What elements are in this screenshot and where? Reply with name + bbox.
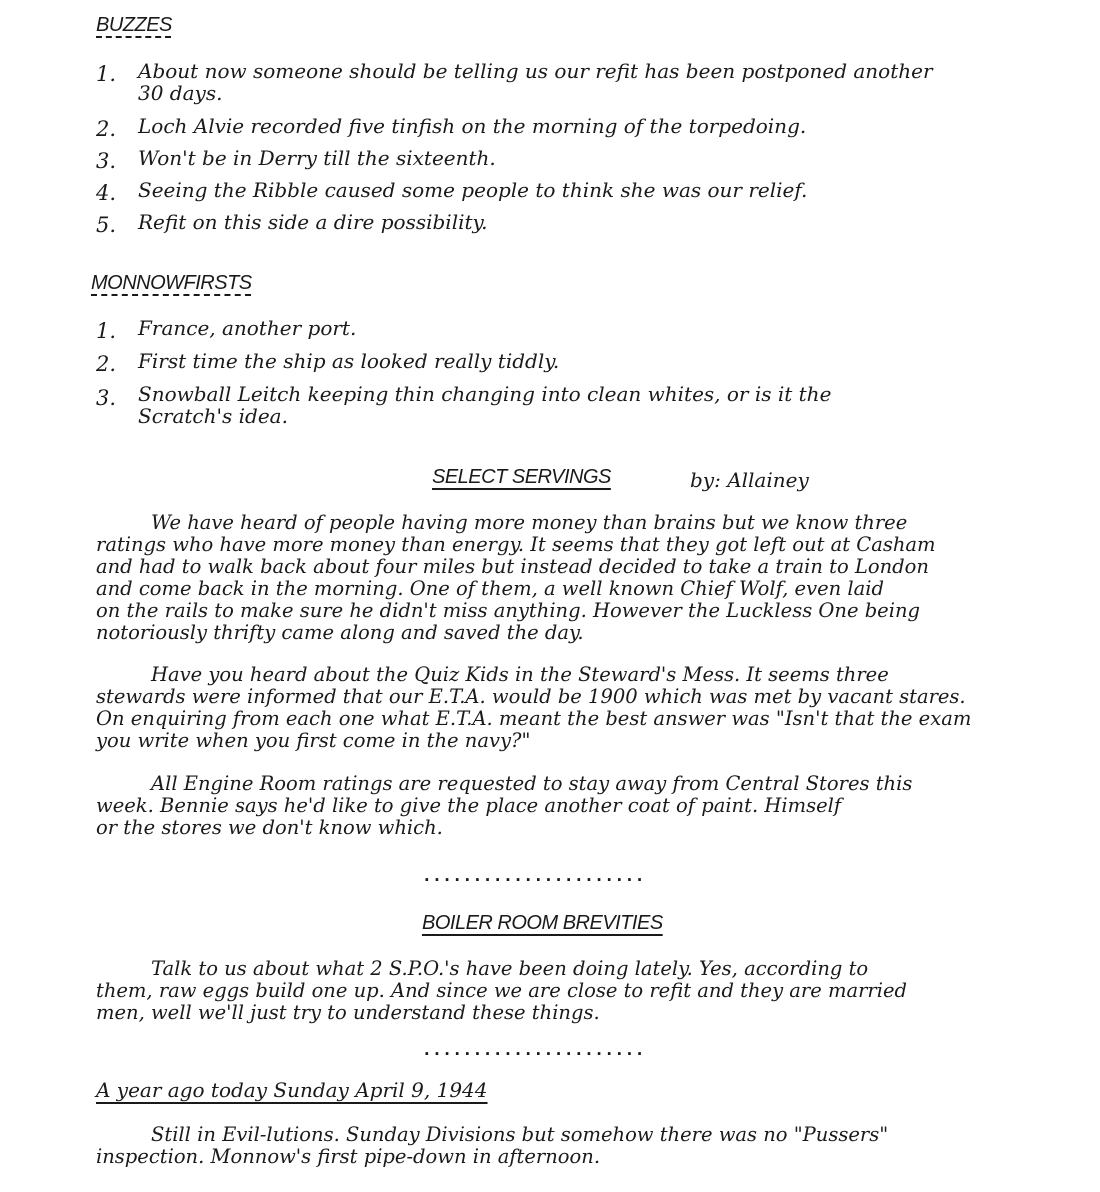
paragraph-line: We have heard of people having more money than brains but we know three: [151, 511, 908, 534]
select-paragraph-2: [96, 664, 971, 752]
buzz-line: 30 days.: [138, 81, 223, 105]
first-line: Scratch's idea.: [138, 404, 288, 428]
year-ago-heading: A year ago today Sunday April 9, 1944: [96, 1078, 488, 1102]
paragraph-line: on the rails to make sure he didn't miss anything. However the Luckless One being: [96, 599, 920, 622]
paragraph-line: All Engine Room ratings are requested to stay away from Central Stores this: [151, 772, 913, 795]
paragraph-line: them, raw eggs build one up. And since we are close to refit and they are married: [96, 979, 907, 1002]
paragraph-line: Still in Evil-lutions. Sunday Divisions but somehow there was no "Pussers": [151, 1123, 889, 1146]
paragraph-line: or the stores we don't know which.: [96, 816, 443, 839]
paragraph-line: ratings who have more money than energy. It seems that they got left out at Casham: [96, 533, 936, 556]
buzz-item-4: Seeing the Ribble caused some people to think she was our relief.: [138, 178, 808, 202]
paragraph-line: inspection. Monnow's first pipe-down in afternoon.: [96, 1145, 601, 1168]
paragraph-line: On enquiring from each one what E.T.A. meant the best answer was "Isn't that the exam: [96, 707, 972, 730]
byline: by: Allainey: [690, 468, 809, 492]
paragraph-line: men, well we'll just try to understand these things.: [96, 1001, 600, 1024]
select-paragraph-3: [96, 773, 912, 839]
boiler-paragraph: [96, 958, 907, 1024]
buzz-number: 4.: [96, 181, 117, 205]
boiler-room-heading: BOILER ROOM BREVITIES: [422, 912, 663, 934]
buzz-line: About now someone should be telling us our refit has been postponed another: [138, 59, 933, 83]
first-line: Snowball Leitch keeping thin changing into clean whites, or is it the: [138, 382, 832, 406]
paragraph-line: Have you heard about the Quiz Kids in the Steward's Mess. It seems three: [151, 663, 889, 686]
buzz-number: 3.: [96, 149, 117, 173]
paragraph-line: and had to walk back about four miles but instead decided to take a train to London: [96, 555, 929, 578]
first-number: 2.: [96, 352, 117, 376]
buzz-number: 5.: [96, 213, 117, 237]
buzz-number: 2.: [96, 117, 117, 141]
buzz-item-5: Refit on this side a dire possibility.: [138, 210, 488, 234]
paragraph-line: Talk to us about what 2 S.P.O.'s have been doing lately. Yes, according to: [151, 957, 869, 980]
buzz-item-1: [138, 60, 933, 104]
paragraph-line: you write when you first come in the navy?": [96, 729, 531, 752]
paragraph-line: notoriously thrifty came along and saved the day.: [96, 621, 584, 644]
first-item-3: [138, 383, 831, 427]
firsts-heading: MONNOWFIRSTS: [91, 272, 252, 294]
paragraph-line: week. Bennie says he'd like to give the place another coat of paint. Himself: [96, 794, 842, 817]
dotted-separator: ......................: [422, 1040, 645, 1059]
buzz-number: 1.: [96, 62, 117, 86]
select-paragraph-1: [96, 512, 936, 644]
paragraph-line: and come back in the morning. One of them, a well known Chief Wolf, even laid: [96, 577, 884, 600]
dotted-separator: ......................: [422, 866, 645, 885]
first-number: 3.: [96, 386, 117, 410]
first-item-2: First time the ship as looked really tiddly.: [138, 349, 560, 373]
buzzes-heading: BUZZES: [96, 14, 172, 36]
first-number: 1.: [96, 319, 117, 343]
paragraph-line: stewards were informed that our E.T.A. would be 1900 which was met by vacant stares.: [96, 685, 966, 708]
buzz-item-3: Won't be in Derry till the sixteenth.: [138, 146, 496, 170]
buzz-item-2: Loch Alvie recorded five tinfish on the morning of the torpedoing.: [138, 114, 807, 138]
first-item-1: France, another port.: [138, 316, 357, 340]
year-ago-paragraph: [96, 1124, 888, 1168]
select-servings-heading: SELECT SERVINGS: [432, 466, 611, 488]
